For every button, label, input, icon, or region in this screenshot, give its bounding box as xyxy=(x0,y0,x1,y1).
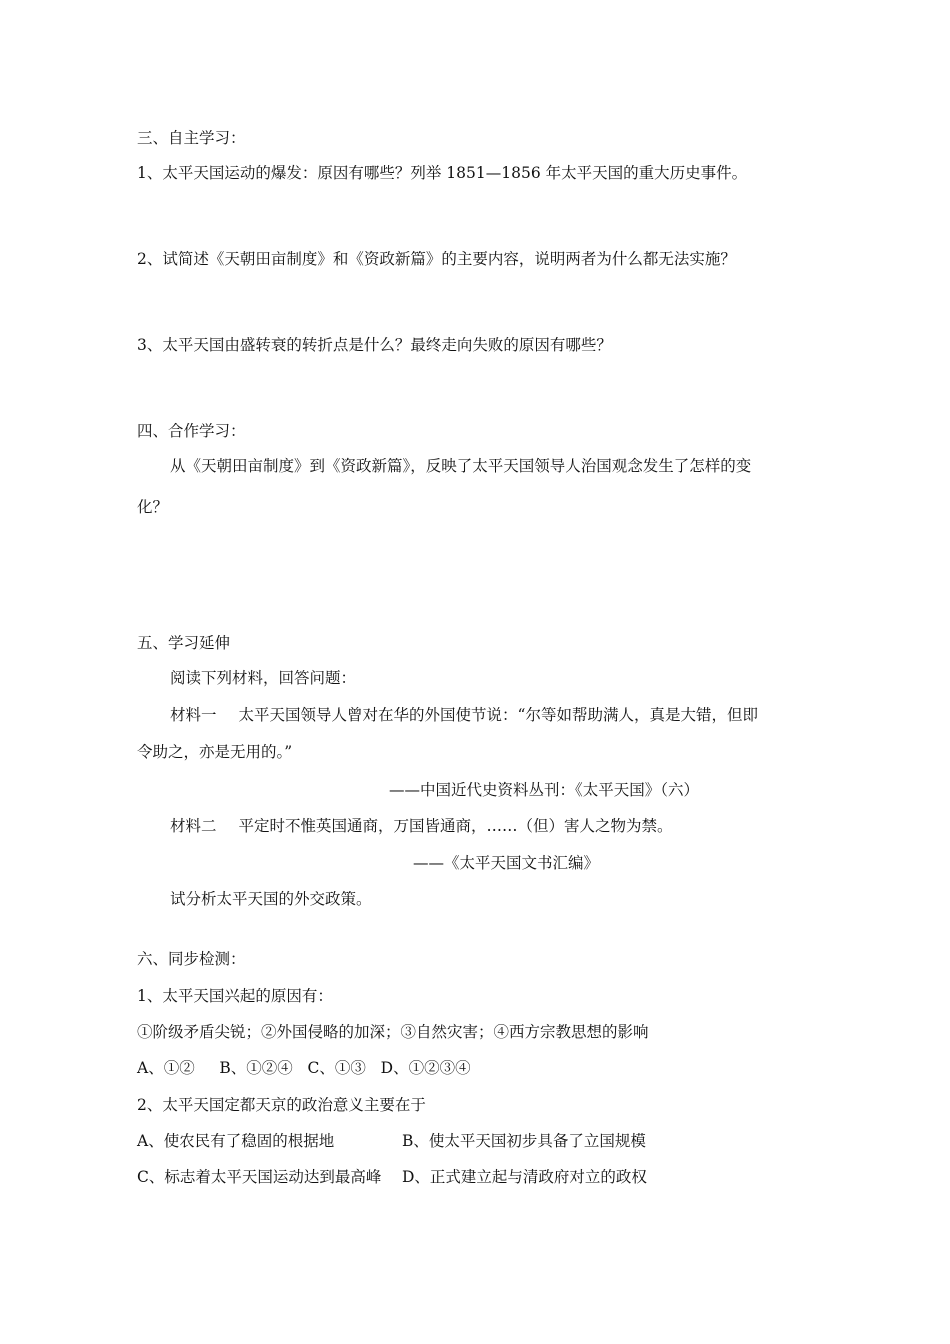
material2-label: 材料二 xyxy=(170,817,217,835)
material1-label: 材料一 xyxy=(170,706,217,724)
section5-question: 试分析太平天国的外交政策。 xyxy=(170,890,372,908)
material1-line1 xyxy=(170,705,758,725)
section3-heading: 三、自主学习： xyxy=(137,129,246,147)
quiz-q2-option-a: A、使农民有了稳固的根据地 xyxy=(137,1132,335,1150)
material1-text: 太平天国领导人曾对在华的外国使节说：“尔等如帮助满人，真是大错，但即 xyxy=(238,706,758,724)
section4-text-line2: 化？ xyxy=(137,498,169,516)
quiz-q2-option-c: C、标志着太平天国运动达到最高峰 xyxy=(137,1168,382,1186)
quiz-q2-option-b: B、使太平天国初步具备了立国规模 xyxy=(402,1132,646,1150)
material1-line2: 令助之，亦是无用的。” xyxy=(137,743,293,761)
section5-heading: 五、学习延伸 xyxy=(137,634,231,652)
quiz-q1-items: ①阶级矛盾尖锐；②外国侵略的加深；③自然灾害；④西方宗教思想的影响 xyxy=(137,1023,649,1041)
quiz-q2-option-d: D、正式建立起与清政府对立的政权 xyxy=(402,1168,647,1186)
section3-question-1: 1、太平天国运动的爆发：原因有哪些？列举 1851—1856 年太平天国的重大历史事件。 xyxy=(137,164,748,182)
material2-source: ——《太平天国文书汇编》 xyxy=(413,854,600,872)
section6-heading: 六、同步检测： xyxy=(137,950,246,968)
section3-question-2: 2、试简述《天朝田亩制度》和《资政新篇》的主要内容，说明两者为什么都无法实施？ xyxy=(137,250,736,268)
section3-question-3: 3、太平天国由盛转衰的转折点是什么？最终走向失败的原因有哪些？ xyxy=(137,336,612,354)
section4-text-line1: 从《天朝田亩制度》到《资政新篇》，反映了太平天国领导人治国观念发生了怎样的变 xyxy=(170,457,752,475)
quiz-q1-options: A、①② B、①②④ C、①③ D、①②③④ xyxy=(137,1059,471,1077)
material2-line xyxy=(170,816,673,836)
quiz-q2-stem: 2、太平天国定都天京的政治意义主要在于 xyxy=(137,1096,426,1114)
material1-source: ——中国近代史资料丛刊：《太平天国》（六） xyxy=(389,781,700,799)
section5-intro: 阅读下列材料，回答问题： xyxy=(170,669,357,687)
material2-text: 平定时不惟英国通商，万国皆通商，……（但）害人之物为禁。 xyxy=(238,817,673,835)
quiz-q1-stem: 1、太平天国兴起的原因有： xyxy=(137,987,333,1005)
section4-heading: 四、合作学习： xyxy=(137,422,246,440)
